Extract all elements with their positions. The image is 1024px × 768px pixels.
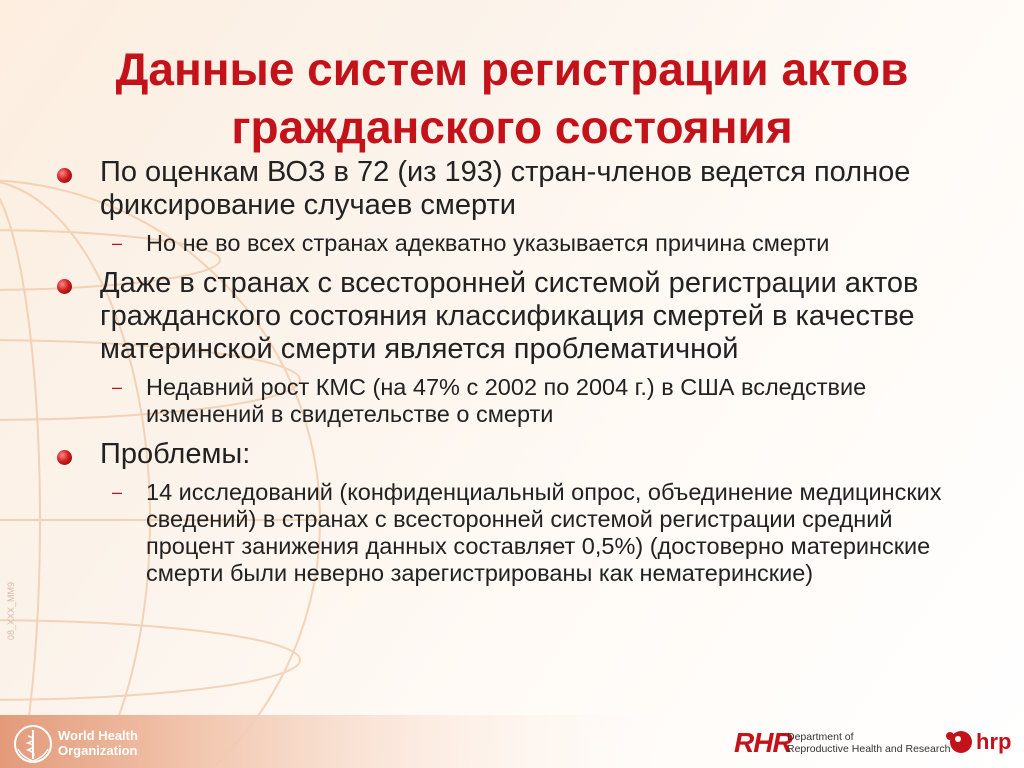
department-line-1: Department of: [787, 731, 854, 743]
sub-bullet-text: 14 исследований (конфиденциальный опрос, объединение медицинских сведений) в странах с всесторонней системой регистрации средний процент занижения данных составляет 0,5%) (достоверно материнские смерти были неверно зарегистрированы как нематеринские): [146, 479, 942, 586]
hrp-logo: hrp: [976, 729, 1012, 754]
slide-code: 08_XXX_MM9: [6, 581, 16, 640]
bullet-list: [54, 156, 974, 597]
who-name-line-2: Organization: [58, 743, 138, 758]
bullet-text: Даже в странах с всесторонней системой регистрации актов гражданского состояния классификация смертей в качестве материнской смерти является проблематичной: [100, 267, 919, 365]
sub-bullet-item: [54, 374, 974, 428]
sub-bullet-item: [54, 230, 974, 257]
bullet-text: Проблемы:: [100, 438, 251, 470]
sub-bullet-text: Но не во всех странах адекватно указывается причина смерти: [146, 230, 830, 256]
sub-bullet-text: Недавний рост КМС (на 47% с 2002 по 2004 г.) в США вследствие изменений в свидетельстве о смерти: [146, 374, 867, 427]
dash-icon: –: [112, 377, 123, 397]
bullet-text: По оценкам ВОЗ в 72 (из 193) стран-членов ведется полное фиксирование случаев смерти: [100, 156, 911, 221]
department-line-2: Reproductive Health and Research: [787, 743, 951, 755]
who-name: [58, 728, 138, 758]
bullet-ball-icon: [57, 450, 72, 465]
slide-title: [40, 40, 984, 156]
who-name-line-1: World Health: [58, 728, 138, 743]
dash-icon: –: [112, 233, 123, 253]
title-line-2: гражданского состояния: [231, 101, 793, 153]
title-line-1: Данные систем регистрации актов: [115, 43, 909, 95]
bullet-ball-icon: [57, 168, 72, 183]
bullet-ball-icon: [57, 279, 72, 294]
dash-icon: –: [112, 482, 123, 502]
bullet-item: [54, 267, 974, 366]
sub-bullet-item: [54, 479, 974, 587]
who-emblem-icon: [12, 723, 54, 765]
bullet-item: [54, 438, 974, 471]
rhr-logo: RHR: [734, 727, 792, 758]
footer-band: [0, 715, 1024, 768]
department-name: [787, 731, 950, 755]
bullet-item: [54, 156, 974, 222]
hrp-emblem-icon: [944, 727, 974, 757]
